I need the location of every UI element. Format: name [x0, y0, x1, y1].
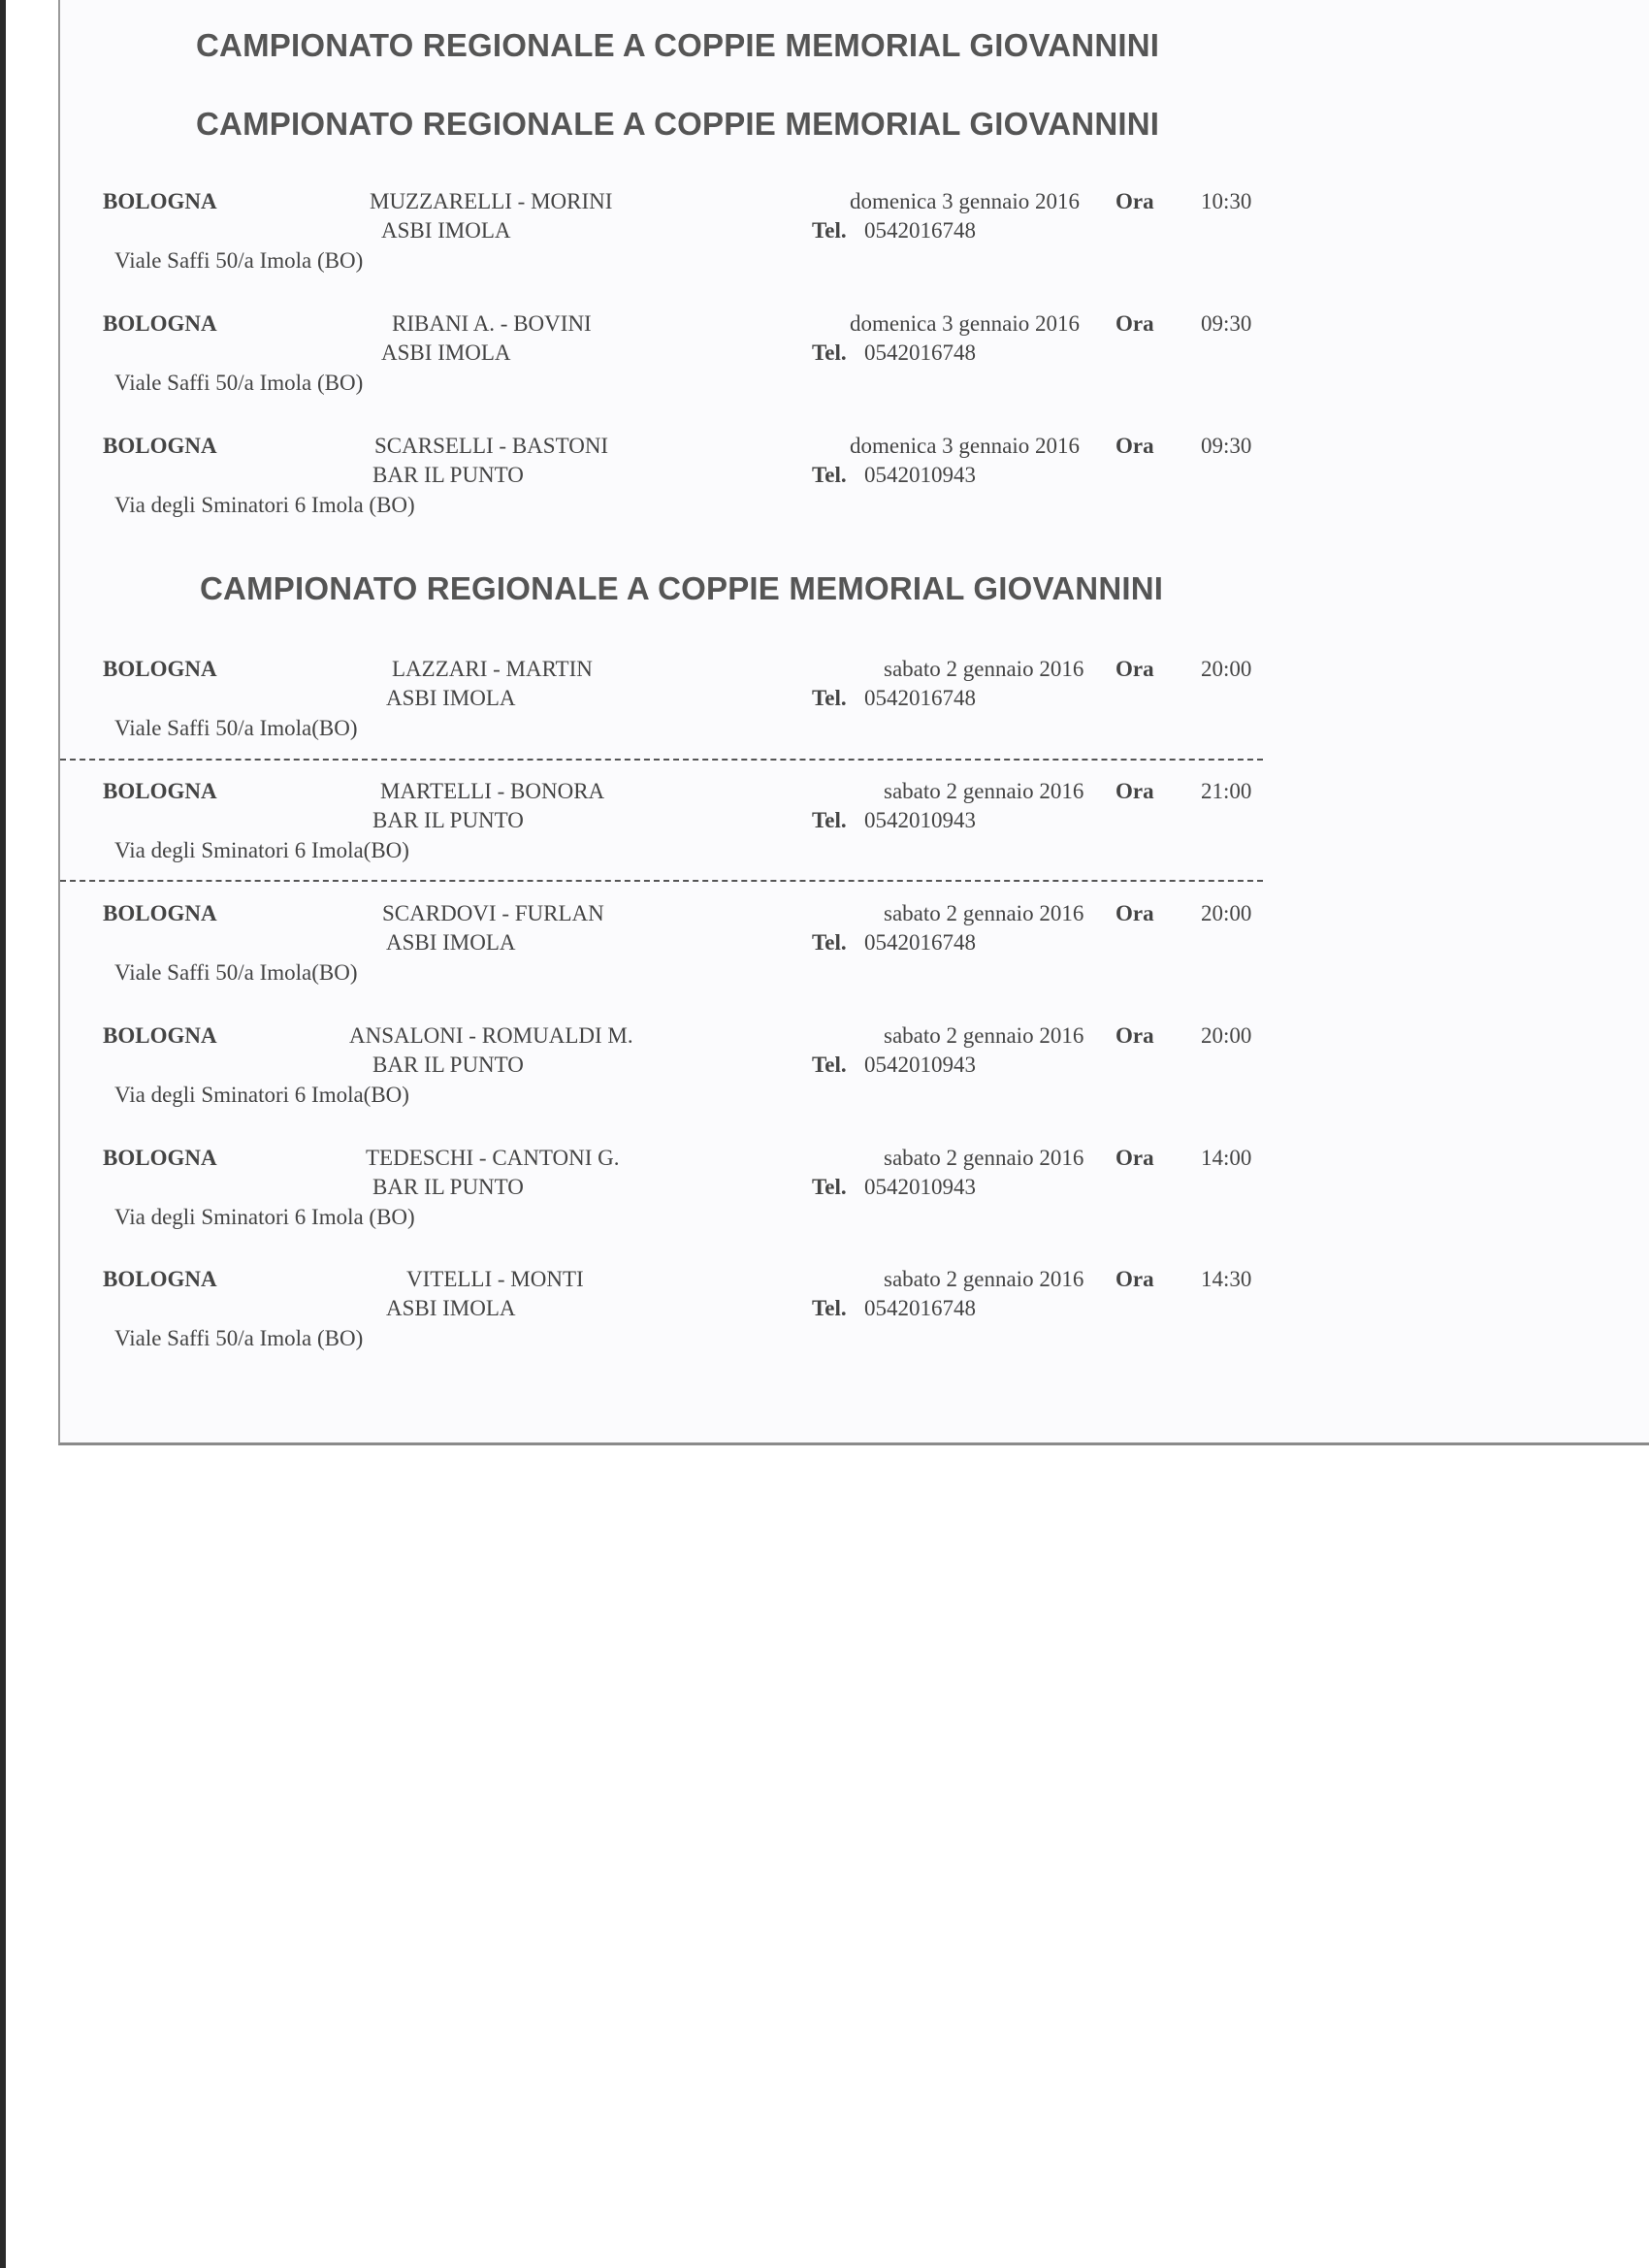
match-entry — [0, 901, 1649, 1018]
match-phone: 0542016748 — [864, 686, 976, 710]
match-address: Viale Saffi 50/a Imola (BO) — [114, 248, 364, 273]
match-date: domenica 3 gennaio 2016 — [850, 434, 1080, 458]
match-address: Via degli Sminatori 6 Imola(BO) — [114, 838, 409, 862]
match-venue: ASBI IMOLA — [386, 686, 516, 710]
match-teams: TEDESCHI - CANTONI G. — [366, 1146, 620, 1170]
match-venue: ASBI IMOLA — [381, 218, 511, 243]
match-city: BOLOGNA — [103, 779, 217, 803]
match-date: sabato 2 gennaio 2016 — [884, 657, 1084, 681]
match-city: BOLOGNA — [103, 657, 217, 681]
tel-label: Tel. — [812, 686, 847, 710]
tel-label: Tel. — [812, 1053, 847, 1077]
match-address: Viale Saffi 50/a Imola (BO) — [114, 1326, 364, 1350]
match-venue: BAR IL PUNTO — [372, 463, 524, 487]
page-heading-1: CAMPIONATO REGIONALE A COPPIE MEMORIAL GIOVANNINI — [196, 27, 1160, 63]
ora-label: Ora — [1116, 1267, 1154, 1291]
match-venue: BAR IL PUNTO — [372, 1053, 524, 1077]
match-phone: 0542010943 — [864, 463, 976, 487]
match-entry — [0, 657, 1649, 773]
match-time: 09:30 — [1201, 434, 1252, 458]
match-teams: SCARDOVI - FURLAN — [382, 901, 604, 925]
ora-label: Ora — [1116, 779, 1154, 803]
page-heading-3: CAMPIONATO REGIONALE A COPPIE MEMORIAL GIOVANNINI — [200, 570, 1164, 606]
match-time: 20:00 — [1201, 901, 1252, 925]
match-time: 09:30 — [1201, 311, 1252, 336]
match-teams: ANSALONI - ROMUALDI M. — [349, 1023, 633, 1048]
match-teams: LAZZARI - MARTIN — [392, 657, 593, 681]
tel-label: Tel. — [812, 1175, 847, 1199]
match-time: 21:00 — [1201, 779, 1252, 803]
match-entry — [0, 189, 1649, 306]
match-time: 10:30 — [1201, 189, 1252, 213]
match-entry — [0, 1023, 1649, 1140]
ora-label: Ora — [1116, 311, 1154, 336]
match-address: Via degli Sminatori 6 Imola(BO) — [114, 1083, 409, 1107]
match-venue: ASBI IMOLA — [381, 340, 511, 365]
ora-label: Ora — [1116, 189, 1154, 213]
match-address: Viale Saffi 50/a Imola(BO) — [114, 716, 358, 740]
match-time: 14:00 — [1201, 1146, 1252, 1170]
match-venue: ASBI IMOLA — [386, 930, 516, 955]
match-city: BOLOGNA — [103, 901, 217, 925]
tel-label: Tel. — [812, 218, 847, 243]
ora-label: Ora — [1116, 1146, 1154, 1170]
match-teams: RIBANI A. - BOVINI — [392, 311, 592, 336]
ora-label: Ora — [1116, 901, 1154, 925]
match-time: 20:00 — [1201, 1023, 1252, 1048]
match-city: BOLOGNA — [103, 434, 217, 458]
match-date: sabato 2 gennaio 2016 — [884, 779, 1084, 803]
match-date: sabato 2 gennaio 2016 — [884, 901, 1084, 925]
match-phone: 0542010943 — [864, 1175, 976, 1199]
match-teams: VITELLI - MONTI — [406, 1267, 584, 1291]
match-city: BOLOGNA — [103, 1023, 217, 1048]
tel-label: Tel. — [812, 463, 847, 487]
match-city: BOLOGNA — [103, 311, 217, 336]
ora-label: Ora — [1116, 1023, 1154, 1048]
match-phone: 0542016748 — [864, 930, 976, 955]
match-entry — [0, 1146, 1649, 1262]
match-city: BOLOGNA — [103, 1146, 217, 1170]
match-address: Viale Saffi 50/a Imola (BO) — [114, 371, 364, 395]
match-time: 20:00 — [1201, 657, 1252, 681]
match-phone: 0542016748 — [864, 340, 976, 365]
tel-label: Tel. — [812, 808, 847, 832]
match-entry — [0, 779, 1649, 895]
match-phone: 0542010943 — [864, 1053, 976, 1077]
match-date: domenica 3 gennaio 2016 — [850, 189, 1080, 213]
match-entry — [0, 311, 1649, 428]
ora-label: Ora — [1116, 434, 1154, 458]
match-date: sabato 2 gennaio 2016 — [884, 1267, 1084, 1291]
match-venue: BAR IL PUNTO — [372, 1175, 524, 1199]
separator-dashed — [60, 759, 1263, 761]
match-date: sabato 2 gennaio 2016 — [884, 1023, 1084, 1048]
match-teams: SCARSELLI - BASTONI — [374, 434, 609, 458]
match-venue: ASBI IMOLA — [386, 1296, 516, 1320]
tel-label: Tel. — [812, 1296, 847, 1320]
match-phone: 0542016748 — [864, 218, 976, 243]
tel-label: Tel. — [812, 340, 847, 365]
separator-dashed — [60, 880, 1263, 882]
ora-label: Ora — [1116, 657, 1154, 681]
match-date: domenica 3 gennaio 2016 — [850, 311, 1080, 336]
match-phone: 0542016748 — [864, 1296, 976, 1320]
page-heading-2: CAMPIONATO REGIONALE A COPPIE MEMORIAL GIOVANNINI — [196, 106, 1160, 142]
match-entry — [0, 434, 1649, 550]
match-phone: 0542010943 — [864, 808, 976, 832]
tel-label: Tel. — [812, 930, 847, 955]
match-address: Viale Saffi 50/a Imola(BO) — [114, 960, 358, 985]
match-date: sabato 2 gennaio 2016 — [884, 1146, 1084, 1170]
match-address: Via degli Sminatori 6 Imola (BO) — [114, 1205, 415, 1229]
match-city: BOLOGNA — [103, 189, 217, 213]
match-city: BOLOGNA — [103, 1267, 217, 1291]
match-teams: MARTELLI - BONORA — [380, 779, 605, 803]
match-time: 14:30 — [1201, 1267, 1252, 1291]
match-entry — [0, 1267, 1649, 1383]
match-venue: BAR IL PUNTO — [372, 808, 524, 832]
match-address: Via degli Sminatori 6 Imola (BO) — [114, 493, 415, 517]
match-teams: MUZZARELLI - MORINI — [370, 189, 613, 213]
